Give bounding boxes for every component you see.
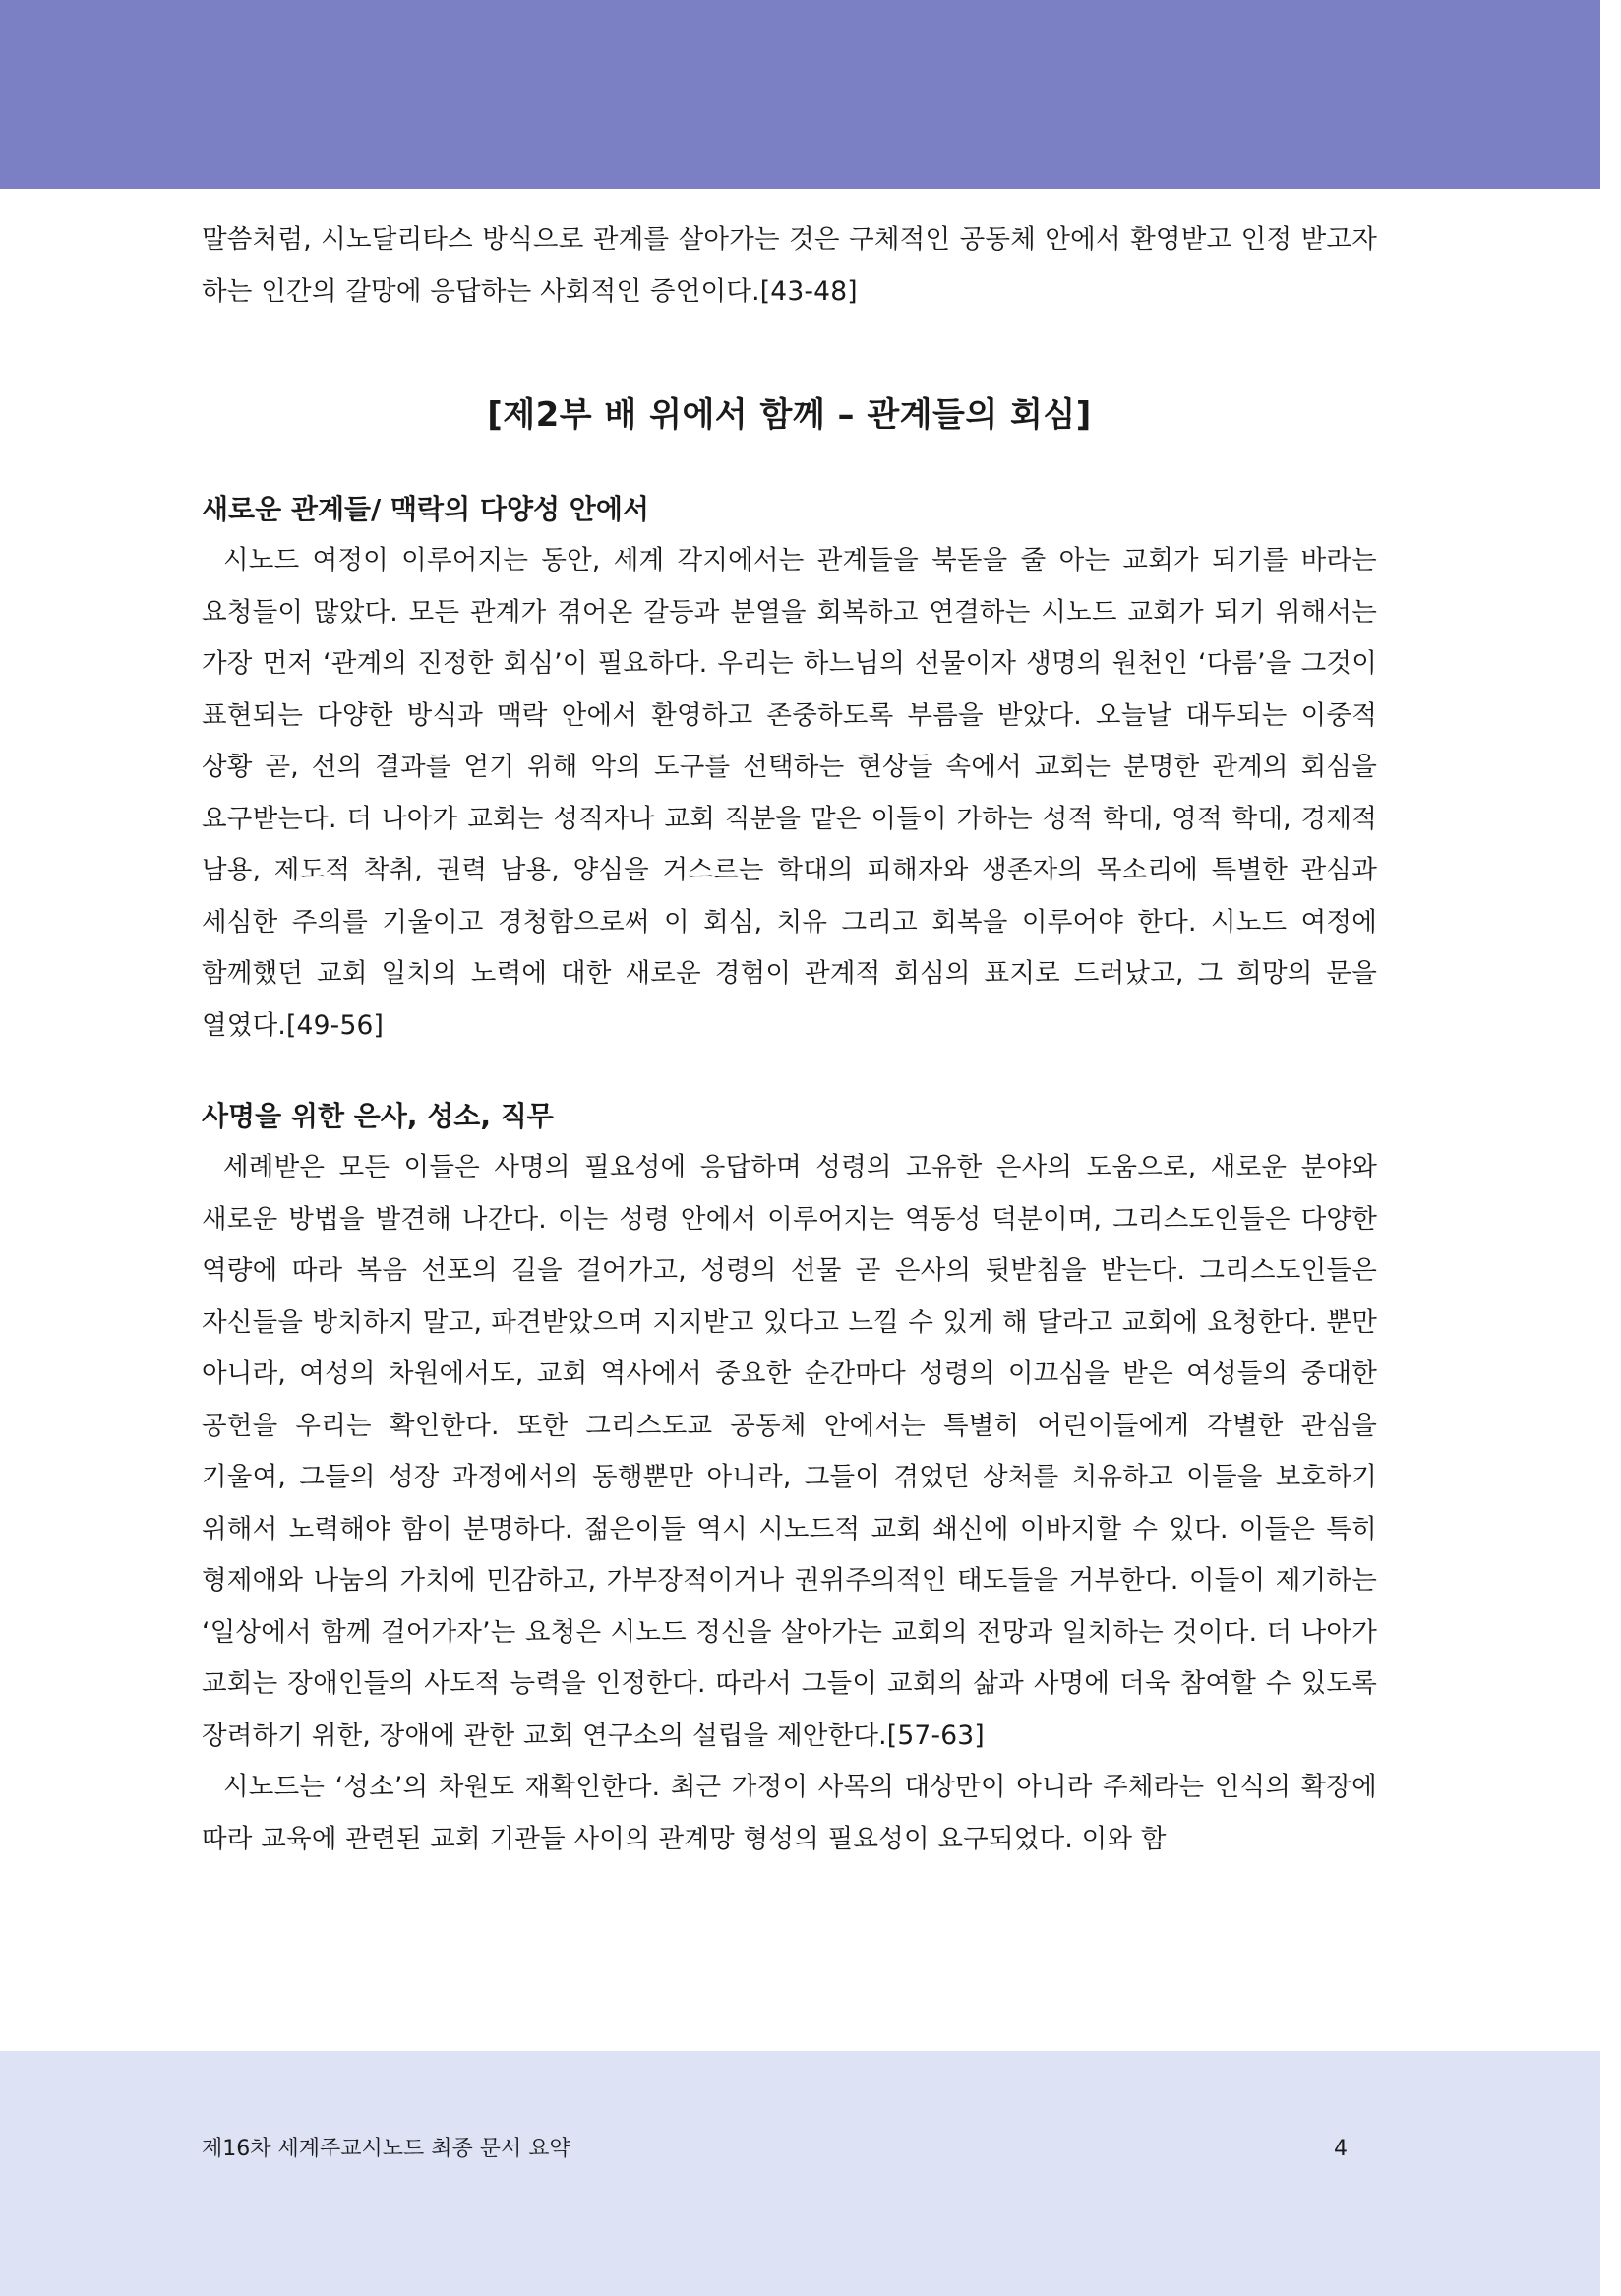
section-heading-charisms: 사명을 위한 은사, 성소, 직무 bbox=[202, 1100, 554, 1132]
page-content bbox=[202, 214, 1377, 1865]
section-paragraph-charisms: 세례받은 모든 이들은 사명의 필요성에 응답하며 성령의 고유한 은사의 도움으로, 새로운 분야와 새로운 방법을 발견해 나간다. 이는 성령 안에서 이루어지는 역동성 덕분이며, 그리스도인들은 다양한 역량에 따라 복음 선포의 길을 걸어가고, 성령의 선물 곧 은사의 뒷받침을 받는다. 그리스도인들은 자신들을 방치하지 말고, 파견받았으며 지지받고 있다고 느낄 수 있게 해 달라고 교회에 요청한다. 뿐만 아니라, 여성의 차원에서도, 교회 역사에서 중요한 순간마다 성령의 이끄심을 받은 여성들의 중대한 공헌을 우리는 확인한다. 또한 그리스도교 공동체 안에서는 특별히 어린이들에게 각별한 관심을 기울여, 그들의 성장 과정에서의 동행뿐만 아니라, 그들이 겪었던 상처를 치유하고 이들을 보호하기 위해서 노력해야 함이 분명하다. 젊은이들 역시 시노드적 교회 쇄신에 이바지할 수 있다. 이들은 특히 형제애와 나눔의 가치에 민감하고, 가부장적이거나 권위주의적인 태도들을 거부한다. 이들이 제기하는 ‘일상에서 함께 걸어가자’는 요청은 시노드 정신을 살아가는 교회의 전망과 일치하는 것이다. 더 나아가 교회는 장애인들의 사도적 능력을 인정한다. 따라서 그들이 교회의 삶과 사명에 더욱 참여할 수 있도록 장려하기 위한, 장애에 관한 교회 연구소의 설립을 제안한다.[57-63] bbox=[202, 1152, 1377, 1751]
page-number: 4 bbox=[1334, 2137, 1348, 2161]
footer-band bbox=[0, 2051, 1600, 2296]
section-paragraph-relations: 시노드 여정이 이루어지는 동안, 세계 각지에서는 관계들을 북돋을 줄 아는 교회가 되기를 바라는 요청들이 많았다. 모든 관계가 겪어온 갈등과 분열을 회복하고 연결하는 시노드 교회가 되기 위해서는 가장 먼저 ‘관계의 진정한 회심’이 필요하다. 우리는 하느님의 선물이자 생명의 원천인 ‘다름’을 그것이 표현되는 다양한 방식과 맥락 안에서 환영하고 존중하도록 부름을 받았다. 오늘날 대두되는 이중적 상황 곧, 선의 결과를 얻기 위해 악의 도구를 선택하는 현상들 속에서 교회는 분명한 관계의 회심을 요구받는다. 더 나아가 교회는 성직자나 교회 직분을 맡은 이들이 가하는 성적 학대, 영적 학대, 경제적 남용, 제도적 착취, 권력 남용, 양심을 거스르는 학대의 피해자와 생존자의 목소리에 특별한 관심과 세심한 주의를 기울이고 경청함으로써 이 회심, 치유 그리고 회복을 이루어야 한다. 시노드 여정에 함께했던 교회 일치의 노력에 대한 새로운 경험이 관계적 회심의 표지로 드러났고, 그 희망의 문을 열였다.[49-56] bbox=[202, 545, 1377, 1041]
part-title: [제2부 배 위에서 함께 – 관계들의 회심] bbox=[487, 395, 1092, 435]
section-heading-relations: 새로운 관계들/ 맥락의 다양성 안에서 bbox=[202, 493, 649, 525]
section-paragraph-vocation: 시노드는 ‘성소’의 차원도 재확인한다. 최근 가정이 사목의 대상만이 아니라 주체라는 인식의 확장에 따라 교육에 관련된 교회 기관들 사이의 관계망 형성의 필요성이 요구되었다. 이와 함 bbox=[202, 1772, 1377, 1854]
header-band bbox=[0, 0, 1600, 189]
continued-paragraph: 말씀처럼, 시노달리타스 방식으로 관계를 살아가는 것은 구체적인 공동체 안에서 환영받고 인정 받고자 하는 인간의 갈망에 응답하는 사회적인 증언이다.[43-48] bbox=[202, 224, 1377, 307]
footer-document-title: 제16차 세계주교시노드 최종 문서 요약 bbox=[202, 2137, 570, 2161]
